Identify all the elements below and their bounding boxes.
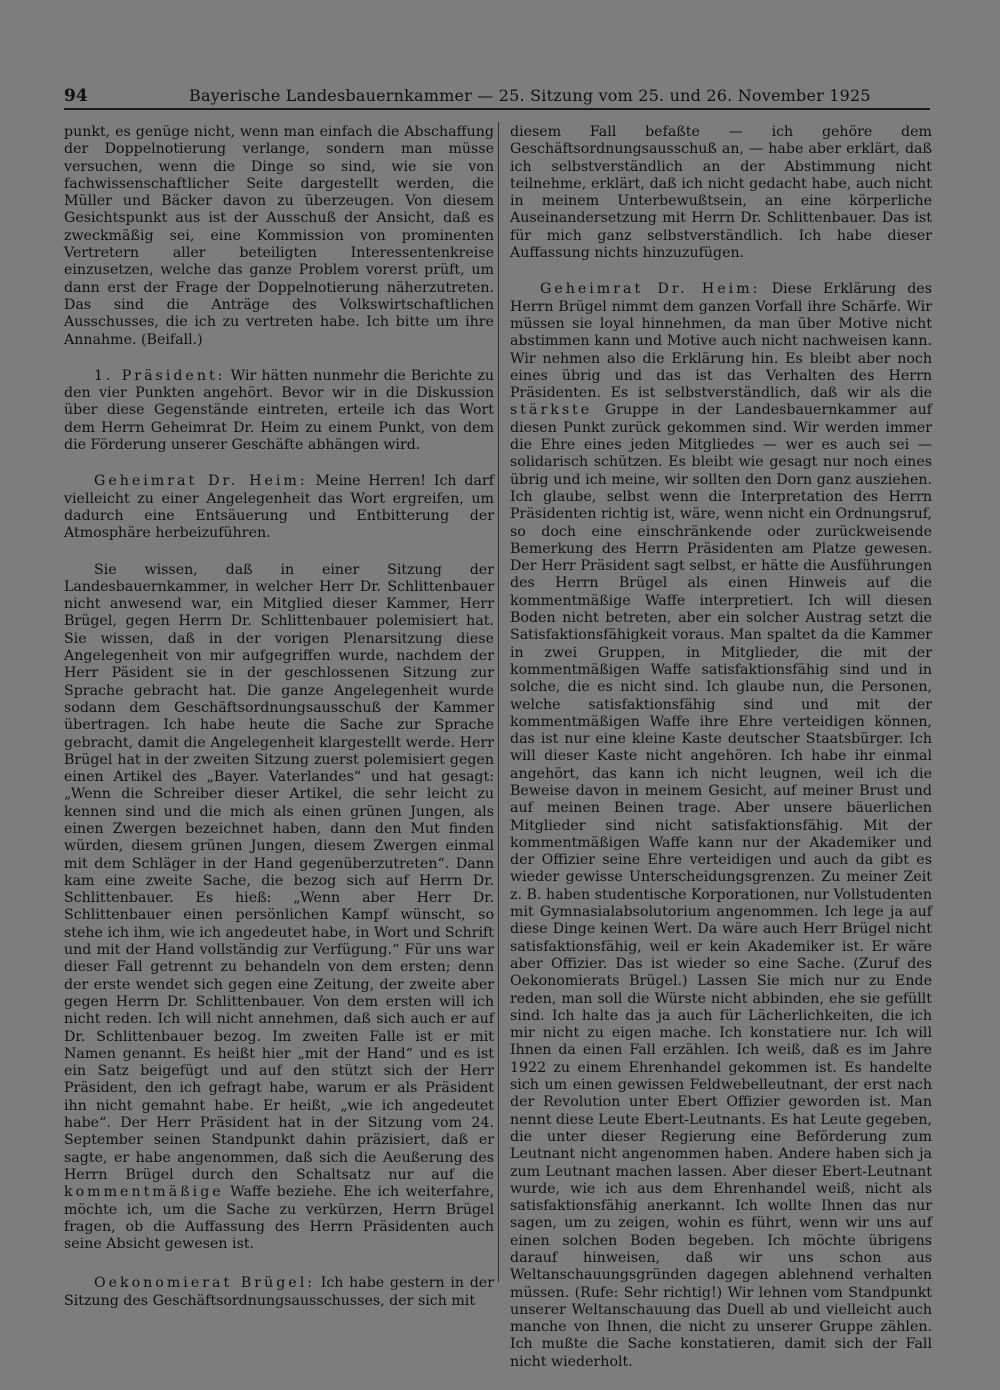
running-header: [64, 86, 930, 110]
speech-text: Sie wissen, daß in einer Sitzung der Landesbauernkammer, in welcher Herr Dr. Schlittenbauer nicht anwesend war, ein Mitglied dieser Kammer, Herr Brügel, gegen Herrn Dr. Schlittenbauer polemisiert hat. Sie wissen, daß in der vorigen Plenarsitzung diese Angelegenheit von mir aufgegriffen wurde, nachdem der Herr Päsident sie in der geschlossenen Sitzung zur Sprache gebracht hat. Die ganze Angelegenheit wurde sodann dem Geschäftsordnungsausschuß der Kammer übertragen. Ich habe heute die Sache zur Sprache gebracht, damit die Angelegenheit klargestellt werde. Herr Brügel hat in der zweiten Sitzung zuerst polemisiert gegen einen Artikel des „Bayer. Vaterlandes“ und hat gesagt: „Wenn die Schreiber dieser Artikel, die sehr leicht zu kennen sind und die mich als einen grünen Jungen, als einen Zwergen bezeichnet haben, dann den Mut finden würden, diesem grünen Jungen, diesem Zwergen einmal mit dem Schläger in der Hand gegenüberzutreten“. Dann kam eine zweite Sache, die bezog sich auf Herrn Dr. Schlittenbauer. Es hieß: „Wenn aber Herr Dr. Schlittenbauer einen persönlichen Kampf wünscht, so stehe ich ihm, wie ich angedeutet habe, in Wort und Schrift und mit der Hand vollständig zur Verfügung.“ Für uns war dieser Fall getrennt zu behandeln von dem ersten; denn der erste wendet sich gegen eine Zeitung, der zweite aber gegen Herrn Dr. Schlittenbauer. Von dem ersten will ich nicht reden. Ich will nicht annehmen, daß sich auch er auf Dr. Schlittenbauer bezog. Im zweiten Falle ist er mit Namen genannt. Es heißt hier „mit der Hand“ und es ist ein Satz beigefügt und auf den stützt sich der Herr Präsident, den ich gefragt habe, warum er als Präsident ihn nicht gemahnt habe. Er heißt, „wie ich angedeutet habe“. Der Herr Präsident hat in der Sitzung vom 24. September seinen Standpunkt dahin präzisiert, daß er sagte, er habe angenommen, daß sich die Aeußerung des Herrn Brügel durch den Schaltsatz nur auf die: [64, 561, 494, 1183]
paragraph: punkt, es genüge nicht, wenn man einfach die Abschaffung der Doppelnotierung verlange, sondern man müsse versuchen, wenn die Dinge so sind, wie sie von fachwissenschaftlicher Seite dargestellt werden, die Müller und Bäcker davon zu überzeugen. Von diesem Gesichtspunkt aus ist der Ausschuß der Ansicht, daß es zweckmäßig sei, eine Kommission von prominenten Vertretern aller beteiligten Interessentenkreise einzusetzen, welche das ganze Problem vorerst prüft, um dann erst der Frage der Doppelnotierung näherzutreten. Das sind die Anträge des Volkswirtschaftlichen Ausschusses, die ich zu vertreten habe. Ich bitte um ihre Annahme. (Beifall.): [64, 124, 494, 348]
speaker-name: Geheimrat Dr. Heim:: [94, 473, 308, 490]
speech-text: Diese Erklärung des Herrn Brügel nimmt dem ganzen Vorfall ihre Schärfe. Wir müssen sie loyal hinnehmen, da man über Motive nicht abstimmen kann und Motive auch nicht nachweisen kann. Wir nehmen also die Erklärung hin. Es bleibt aber noch eines übrig und das ist das Verhalten des Herrn Präsidenten. Es ist selbstverständlich, daß wir als die: [510, 281, 932, 402]
speech-text: Gruppe in der Landesbauernkammer auf diesen Punkt zurück gekommen sind. Wir werden immer die Ehre eines jeden Mitgliedes — wer es auch sei — solidarisch schützen. Es bleibt wie gesagt nur noch eines übrig und ich meine, wir sollten den Dorn ganz ausziehen. Ich glaube, selbst wenn die Interpretation des Herrn Präsidenten richtig ist, wäre, wenn nicht ein Ordnungsruf, so doch eine einschränkende oder zurückweisende Bemerkung des Herrn Präsidenten am Platze gewesen. Der Herr Präsident sagt selbst, er hätte die Ausführungen des Herrn Brügel als einen Hinweis auf die kommentmäßige Waffe interpretiert. Ich will diesen Boden nicht betreten, aber ein solcher Austrag setzt die Satisfaktionsfähigkeit voraus. Man spaltet da die Kammer in zwei Gruppen, in Mitglieder, die mit der kommentmäßigen Waffe satisfaktionsfähig sind und in solche, die es nicht sind. Ich glaube nun, die Personen, welche satisfaktionsfähig sind und mit der kommentmäßigen Waffe ihre Ehre verteidigen können, das ist nur eine kleine Kaste deutscher Staatsbürger. Ich will dieser Kaste nicht angehören. Ich habe ihr einmal angehört, das kann ich nicht leugnen, weil ich die Beweise davon in meinem Gesicht, auf meiner Brust und auf meinen Beinen trage. Aber unsere bäuerlichen Mitglieder sind nicht satisfaktionsfähig. Mit der kommentmäßigen Waffe kann nur der Akademiker und der Offizier seine Ehre verteidigen und auch da gibt es wieder gewisse Unterscheidungsgrenzen. Zu meiner Zeit z. B. haben studentische Korporationen, nur Vollstudenten mit Gymnasialabsolutorium angenommen. Ich lege ja auf diese Dinge keinen Wert. Da wäre auch Herr Brügel nicht satisfaktionsfähig, weil er kein Akademiker ist. Er wäre aber Offizier. Das ist wieder so eine Sache. (Zuruf des Oekonomierats Brügel.) Lassen Sie mich nur zu Ende reden, man soll die Würste nicht abbinden, ehe sie gefüllt sind. Ich halte das ja auch für Lächerlichkeiten, die ich mir nicht zu eigen mache. Ich konstatiere nur. Ich will Ihnen da einen Fall erzählen. Ich weiß, daß es im Jahre 1922 zu einem Ehrenhandel gekommen ist. Es handelte sich um einen gewissen Feldwebelleutnant, der erst nach der Revolution unter Ebert Offizier geworden ist. Man nennt diese Leute Ebert-Leutnants. Es hat Leute gegeben, die unter dieser Regierung eine Beförderung zum Leutnant nicht angenommen haben. Andere haben sich ja zum Leutnant machen lassen. Aber dieser Ebert-Leutnant wurde, wie ich aus dem Ehrenhandel weiß, nicht als satisfaktionsfähig anerkannt. Ich wollte Ihnen das nur sagen, um zu zeigen, wohin es führt, wenn wir uns auf einen solchen Boden begeben. Ich möchte übrigens darauf hinweisen, daß wir uns schon aus Weltanschauungsgründen dagegen ablehnend verhalten müssen. (Rufe: Sehr richtig!) Wir lehnen vom Standpunkt unserer Weltanschauung das Duell ab und vielleicht auch manche von Ihnen, die nicht zu unserer Gruppe zählen. Ich mußte die Sache konstatieren, damit sich der Fall nicht wiederholt.: [510, 402, 933, 1370]
right-column: [510, 124, 932, 1390]
running-head-title: Bayerische Landesbauernkammer — 25. Sitzung vom 25. und 26. November 1925: [189, 86, 871, 105]
paragraph: [64, 473, 494, 542]
left-column: [64, 124, 494, 1329]
speech-text: Wir hätten nunmehr die Berichte zu den vier Punkten angehört. Bevor wir in die Diskussion über diese Gegenstände eintreten, erteile ich das Wort dem Herrn Geheimrat Dr. Heim zu einem Punkt, von dem die Förderung unserer Geschäfte abhängen wird.: [64, 367, 495, 454]
speech-text: Waffe beziehe. Ehe ich weiterfahre, möchte ich, um die Sache zu verkürzen, Herrn Brügel fragen, ob die Auffassung des Herrn Präsidenten auch seine Absicht gewesen ist.: [64, 1184, 494, 1253]
paragraph: [64, 1275, 494, 1310]
paragraph: diesem Fall befaßte — ich gehöre dem Geschäftsordnungsausschuß an, — habe aber erklärt, daß ich selbstverständlich an der Abstimmung nicht teilnehme, erklärt, daß ich nicht gedacht habe, auch nicht in meinem Unterbewußtsein, an eine körperliche Auseinandersetzung mit Herrn Dr. Schlittenbauer. Das ist für mich ganz selbstverständlich. Ich habe dieser Auffassung nichts hinzuzufügen.: [510, 124, 932, 262]
paragraph: [64, 562, 494, 1254]
speech-text: Ich habe gestern in der Sitzung des Geschäftsordnungsausschusses, der sich mit: [64, 1275, 494, 1309]
speaker-name: 1. Präsident:: [94, 367, 226, 384]
speech-text: Meine Herren! Ich darf vielleicht zu einer Angelegenheit das Wort ergreifen, um dadurch eine Entsäuerung und Entbitterung der Atmosphäre herbeizuführen.: [64, 473, 494, 542]
speaker-name: Oekonomierat Brügel:: [94, 1275, 316, 1292]
paragraph: [510, 281, 932, 1371]
emphasis-text: stärkste: [510, 402, 593, 419]
emphasis-text: kommentmäßige: [64, 1184, 224, 1201]
page-number: 94: [64, 86, 88, 106]
column-divider: [498, 122, 499, 1282]
speaker-name: Geheimrat Dr. Heim:: [540, 281, 761, 298]
paragraph: [64, 368, 494, 454]
